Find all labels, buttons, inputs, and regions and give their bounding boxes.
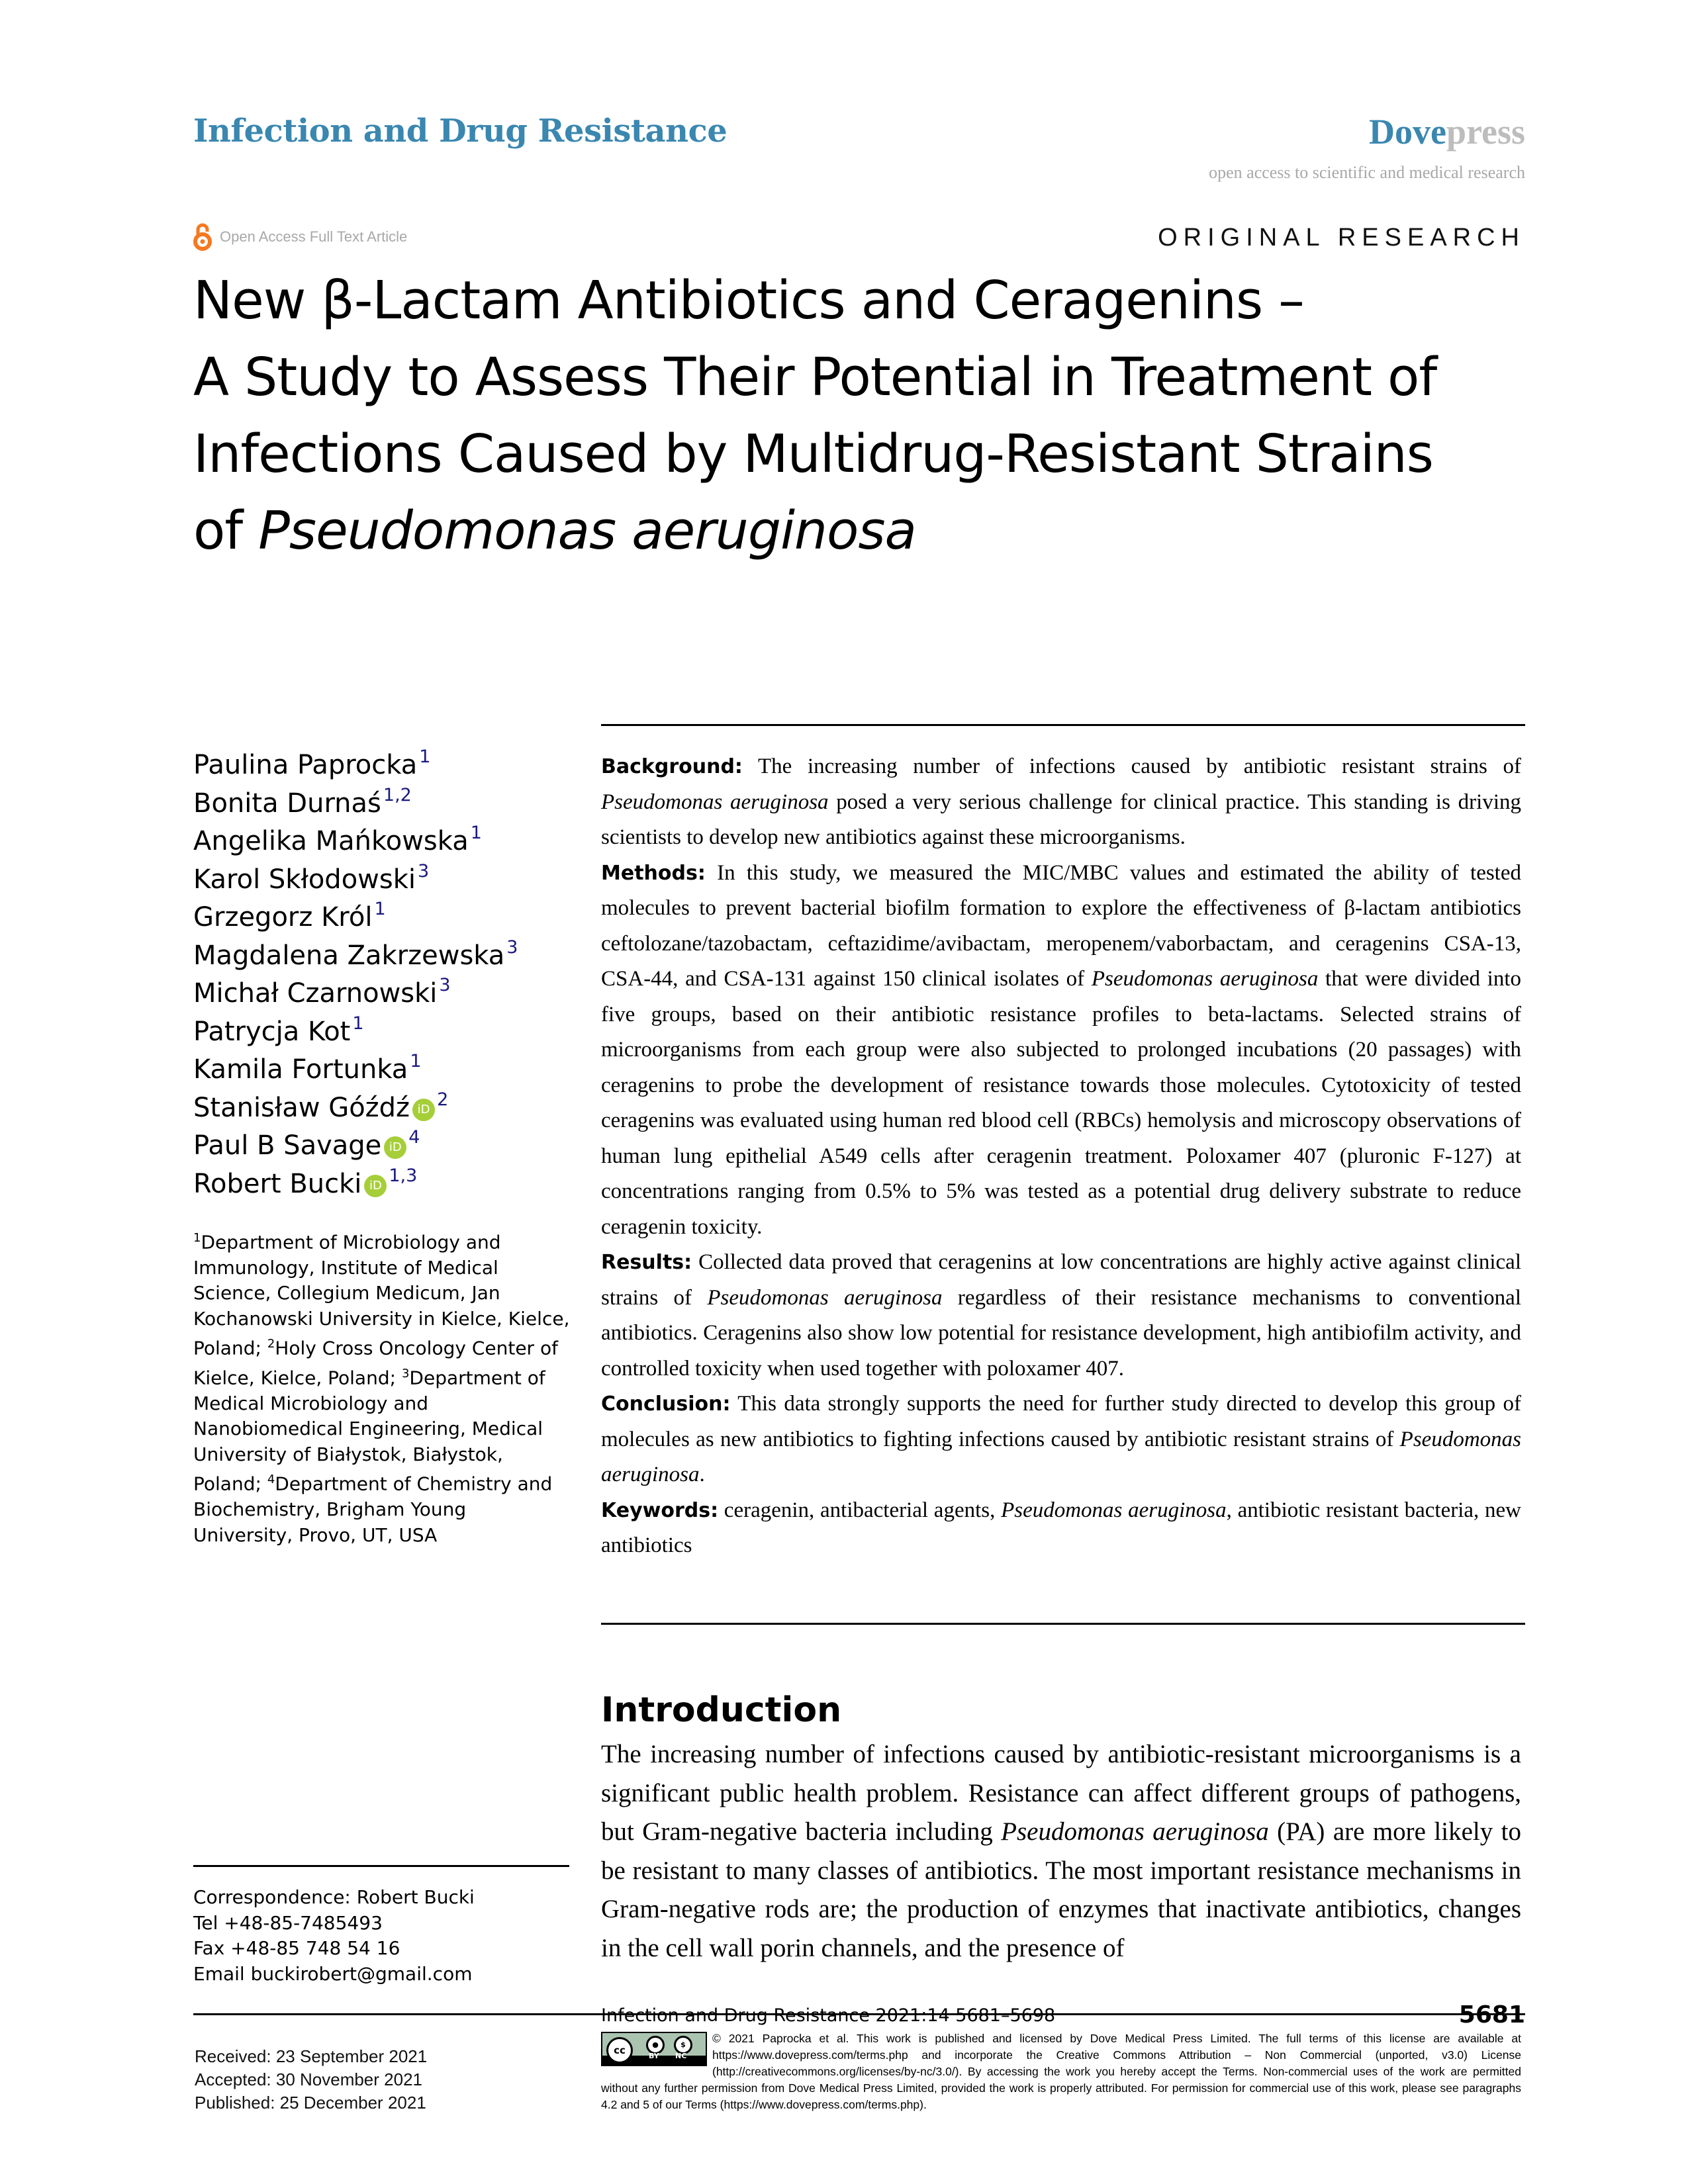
affil-marker: 1 [193, 1231, 201, 1245]
author-item [193, 1165, 518, 1204]
journal-name: Infection and Drug Resistance [193, 113, 727, 150]
author-item [193, 1051, 518, 1089]
orcid-icon[interactable]: iD [384, 1136, 406, 1159]
author-affiliation-marker: 1,3 [389, 1165, 418, 1186]
author-item [193, 975, 518, 1013]
author-name: Magdalena Zakrzewska [193, 940, 505, 971]
author-list [193, 747, 518, 1203]
label-results: Results: [601, 1251, 692, 1274]
orcid-icon[interactable]: iD [412, 1099, 435, 1121]
author-affiliation-marker: 1 [470, 823, 482, 843]
author-name: Karol Skłodowski [193, 864, 416, 895]
article-dates [195, 2045, 427, 2115]
title-line [193, 492, 1530, 569]
cc-nc-label: NC [675, 2052, 687, 2060]
label-conclusion: Conclusion: [601, 1392, 731, 1416]
footer-citation: Infection and Drug Resistance 2021:14 5681–5698 [601, 2005, 1056, 2026]
article-type: ORIGINAL RESEARCH [1158, 224, 1525, 251]
correspondence-fax: Fax +48-85 748 54 16 [193, 1937, 400, 1959]
abstract-conclusion [601, 1387, 1521, 1493]
abstract-background [601, 749, 1521, 856]
text: This data strongly supports the need for further study directed to develop this group of molecules as new antibiotics to fighting infections caused by antibiotic resistant strains of [601, 1392, 1521, 1451]
date-published: Published: 25 December 2021 [195, 2093, 426, 2113]
abstract-bottom-rule [601, 1623, 1525, 1625]
author-affiliation-marker: 1,2 [383, 784, 412, 805]
text: Collected data proved that ceragenins at low concentrations are highly active against clinical strains of [601, 1250, 1521, 1310]
date-accepted: Accepted: 30 November 2021 [195, 2070, 422, 2089]
author-affiliation-marker: 4 [408, 1127, 420, 1148]
section-heading-introduction: Introduction [601, 1690, 842, 1730]
affiliation: Department of Chemistry and Biochemistry, Brigham Young University, Provo, UT, USA [193, 1473, 553, 1546]
species: Pseudomonas aeruginosa [707, 1285, 943, 1310]
abstract [601, 749, 1521, 1564]
affil-marker: 3 [401, 1367, 410, 1381]
open-access-label: Open Access Full Text Article [220, 228, 408, 245]
text: The increasing number of infections caused by antibiotic resistant strains of [742, 754, 1521, 778]
attribution-icon: ● [646, 2036, 665, 2054]
cc-icon: cc [606, 2037, 633, 2064]
label-background: Background: [601, 755, 743, 778]
correspondence-tel: Tel +48-85-7485493 [193, 1911, 383, 1934]
open-access-badge [193, 222, 407, 251]
affiliation: Holy Cross Oncology Center of Kielce, Kielce, Poland; [193, 1337, 558, 1389]
text: , antibiotic resistant bacteria, new antibiotics [601, 1498, 1521, 1557]
title-species: Pseudomonas aeruginosa [258, 500, 916, 561]
author-name: Robert Bucki [193, 1168, 362, 1199]
author-affiliation-marker: 1 [352, 1013, 364, 1034]
correspondence-email[interactable]: Email buckirobert@gmail.com [193, 1962, 473, 1985]
author-item [193, 785, 518, 823]
correspondence [193, 1885, 475, 1987]
author-name: Stanisław Góźdź [193, 1092, 410, 1123]
author-item [193, 1013, 518, 1052]
label-methods: Methods: [601, 861, 706, 885]
author-affiliation-marker: 2 [437, 1089, 449, 1110]
open-access-lock-icon [193, 222, 212, 251]
divider [193, 1865, 569, 1867]
author-name: Paulina Paprocka [193, 750, 418, 780]
author-name: Patrycja Kot [193, 1016, 351, 1047]
species: Pseudomonas aeruginosa [1001, 1817, 1269, 1846]
author-name: Angelika Mańkowska [193, 826, 469, 856]
species: Pseudomonas aeruginosa [601, 1427, 1521, 1486]
author-item [193, 1089, 518, 1128]
author-name: Grzegorz Król [193, 902, 373, 933]
title-line: A Study to Assess Their Potential in Treatment of [193, 347, 1437, 408]
affiliations [193, 1226, 571, 1548]
text: The increasing number of infections caused by antibiotic-resistant microorganisms is a significant public health problem. Resistance can affect different groups of pathogens, but Gram-negative bacteria including [601, 1740, 1521, 1846]
article-title [193, 262, 1530, 569]
affil-marker: 4 [267, 1473, 275, 1487]
text: posed a very serious challenge for clinical practice. This standing is driving scientists to develop new antibiotics against these microorganisms. [601, 790, 1521, 849]
text: (PA) are more likely to be resistant to many classes of antibiotics. The most important resistance mechanisms in Gram-negative rods are; the production of enzymes that inactivate antibiotics, changes in the cell wall porin channels, and the presence of [601, 1817, 1521, 1962]
cc-by-nc-badge[interactable] [601, 2032, 707, 2066]
author-affiliation-marker: 3 [418, 860, 430, 882]
brand-dove: Dove [1369, 112, 1446, 152]
license-block [601, 2030, 1521, 2113]
title-line: New β-Lactam Antibiotics and Ceragenins – [193, 270, 1304, 331]
cc-by-label: BY [649, 2052, 659, 2060]
author-item [193, 937, 518, 976]
author-item [193, 861, 518, 899]
author-affiliation-marker: 1 [374, 899, 386, 919]
author-affiliation-marker: 3 [439, 975, 451, 995]
title-prefix: of [193, 500, 259, 561]
author-name: Paul B Savage [193, 1130, 382, 1161]
date-received: Received: 23 September 2021 [195, 2046, 428, 2066]
label-keywords: Keywords: [601, 1498, 719, 1522]
abstract-top-rule [601, 724, 1525, 726]
author-affiliation-marker: 1 [410, 1051, 422, 1071]
abstract-keywords [601, 1493, 1521, 1564]
affiliation: Department of Medical Microbiology and Nanobiomedical Engineering, Medical University of Białystok, Białystok, Poland; [193, 1367, 545, 1495]
affiliation: Department of Microbiology and Immunology, Institute of Medical Science, Collegium Medicum, Jan Kochanowski University in Kielce, Kielce, Poland; [193, 1231, 570, 1359]
author-name: Michał Czarnowski [193, 978, 438, 1009]
species: Pseudomonas aeruginosa [1091, 967, 1319, 991]
text: that were divided into five groups, based on their antibiotic resistance profiles to beta-lactams. Selected strains of microorganisms from each group were also subjected to prolonged incubations (20 passages) with ceragenins to probe the development of resistance towards those molecules. Cytotoxicity of tested ceragenins was evaluated using human red blood cell (RBCs) hemolysis and microscopy observations of human lung epithelial A549 cells after ceragenin treatment. Poloxamer 407 (pluronic F-127) at concentrations ranging from 0.5% to 5% was tested as a potential drug delivery substrate to reduce ceragenin toxicity. [601, 967, 1522, 1239]
species: Pseudomonas aeruginosa [1001, 1498, 1227, 1522]
brand-tagline: open access to scientific and medical research [1209, 163, 1525, 182]
text: . [699, 1463, 705, 1486]
author-item [193, 747, 518, 785]
author-item [193, 823, 518, 861]
title-line: Infections Caused by Multidrug-Resistant Strains [193, 424, 1433, 484]
brand-press: press [1446, 112, 1525, 152]
author-name: Kamila Fortunka [193, 1054, 408, 1085]
author-item [193, 899, 518, 937]
text: In this study, we measured the MIC/MBC values and estimated the ability of tested molecules to prevent bacterial biofilm formation to explore the effectiveness of β-lactam antibiotics ceftolozane/tazobactam, ceftazidime/avibactam, meropenem/vaborbactam, and ceragenins CSA-13, CSA-44, and CSA-131 against 150 clinical isolates of [601, 860, 1521, 991]
orcid-icon[interactable]: iD [364, 1175, 387, 1197]
author-affiliation-marker: 3 [506, 936, 518, 958]
introduction-body [601, 1735, 1521, 1968]
noncommercial-icon: $ [674, 2036, 692, 2054]
text: regardless of their resistance mechanisms to conventional antibiotics. Ceragenins also show low potential for resistance development, high antibiofilm activity, and controlled toxicity when used together with poloxamer 407. [601, 1285, 1521, 1381]
abstract-methods [601, 856, 1521, 1246]
text: ceragenin, antibacterial agents, [718, 1498, 1002, 1522]
affil-marker: 2 [267, 1337, 275, 1351]
author-item [193, 1127, 518, 1165]
species: Pseudomonas aeruginosa [601, 790, 829, 814]
author-name: Bonita Durnaś [193, 788, 381, 819]
page-number: 5681 [1458, 2001, 1525, 2028]
paragraph [601, 1735, 1521, 1968]
dovepress-logo[interactable] [1369, 111, 1525, 152]
author-affiliation-marker: 1 [419, 747, 431, 767]
abstract-results [601, 1245, 1521, 1387]
correspondence-name: Correspondence: Robert Bucki [193, 1886, 475, 1908]
license-text: © 2021 Paprocka et al. This work is published and licensed by Dove Medical Press Limited. The full terms of this license are available at https://www.dovepress.com/terms.php and incorporate the Creative Commons Attribution – Non Commercial (unported, v3.0) License (http://creativecommons.org/licenses/by-nc/3.0/). By accessing the work you hereby accept the Terms. Non-commercial uses of the work are permitted without any further permission from Dove Medical Press Limited, provided the work is properly attributed. For permission for commercial use of this work, please see paragraphs 4.2 and 5 of our Terms (https://www.dovepress.com/terms.php). [601, 2032, 1521, 2111]
